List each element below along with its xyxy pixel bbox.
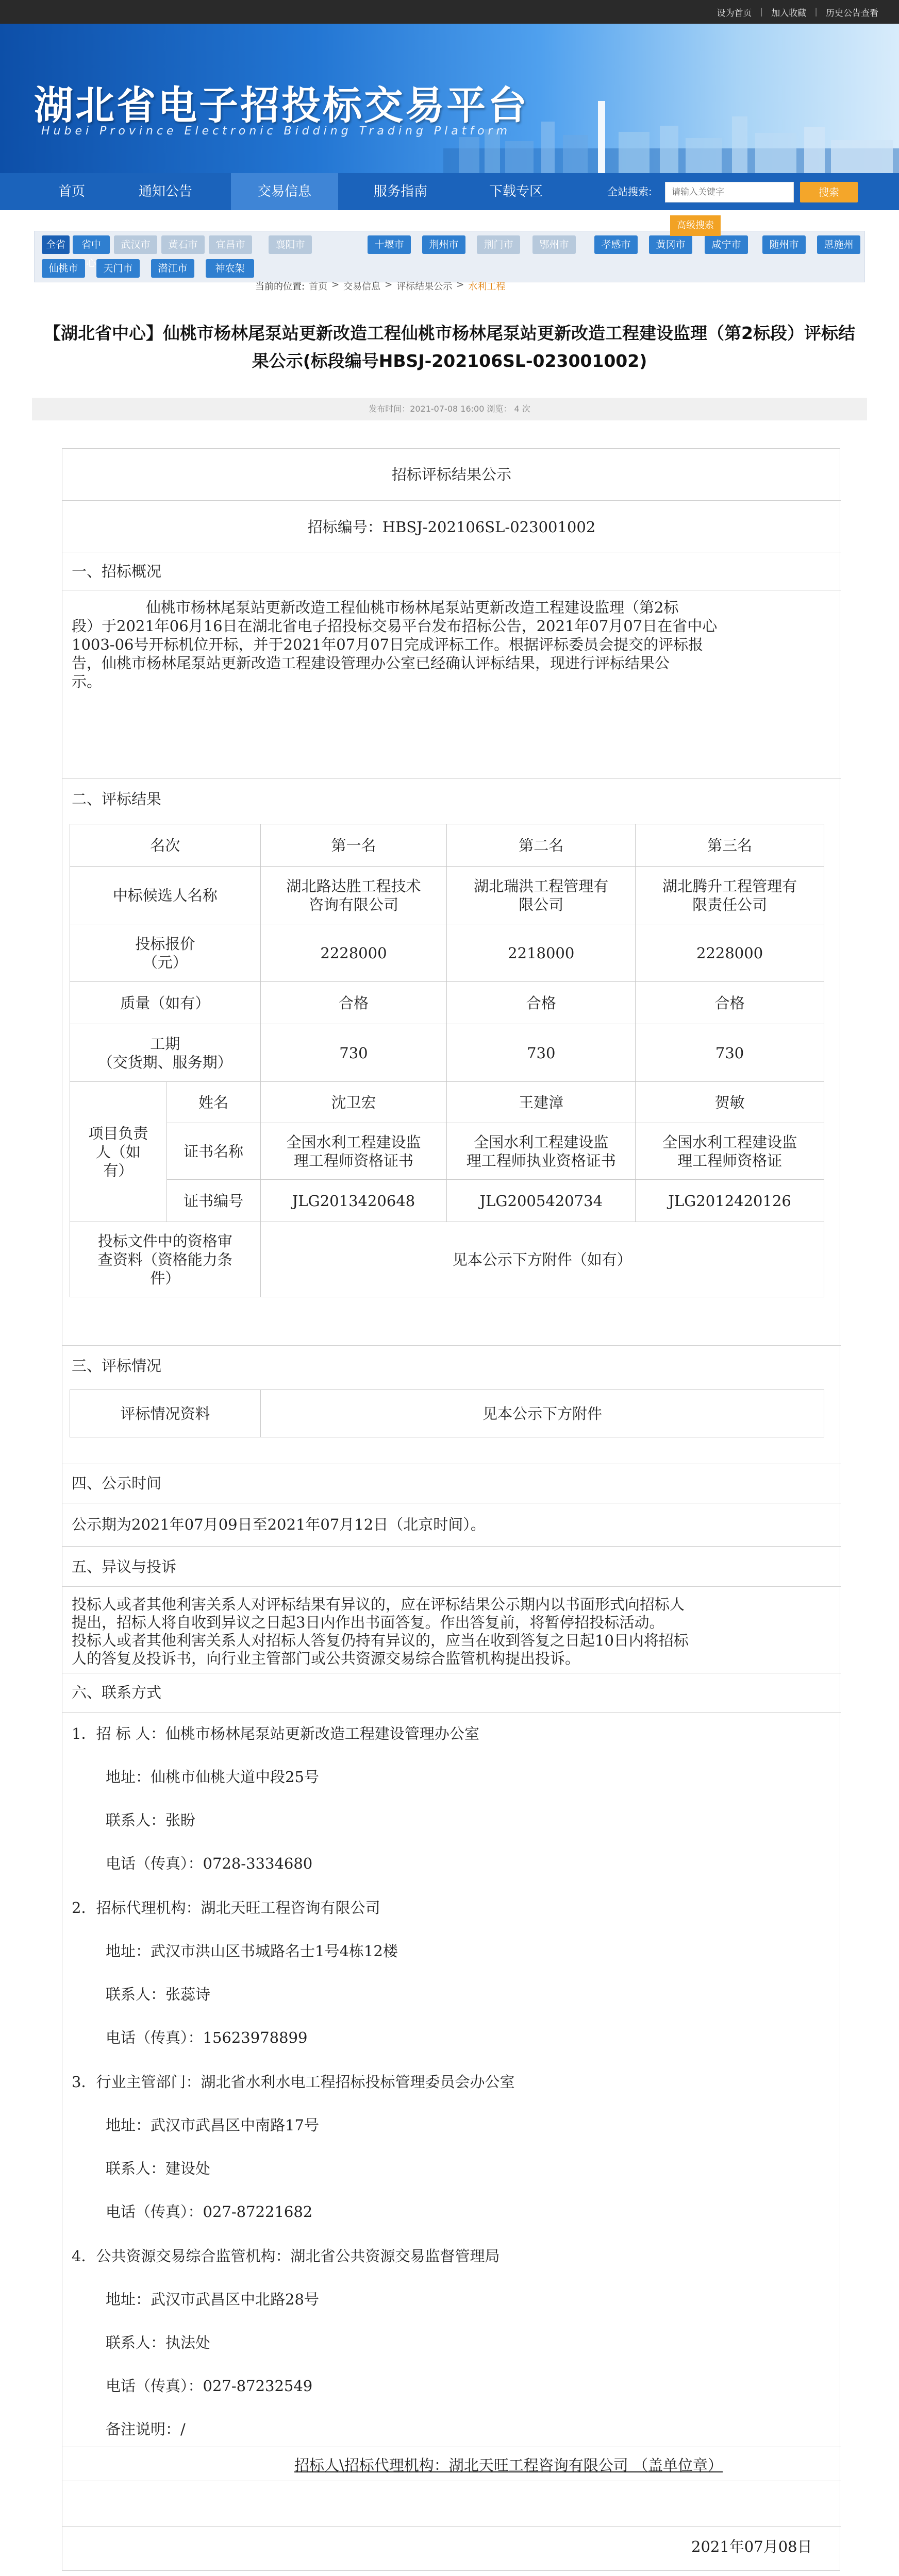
overview-line: 示。 — [72, 673, 102, 690]
cell-line: 理工程师资格证书 — [293, 1151, 413, 1170]
contact-title: 2．招标代理机构：湖北天旺工程咨询有限公司 — [72, 1899, 380, 1917]
quality-cell: 合格 — [447, 982, 636, 1024]
contact-person: 联系人：执法处 — [106, 2334, 211, 2351]
bid-number: 招标编号：HBSJ-202106SL-023001002 — [307, 518, 596, 536]
cell-line: 湖北路达胜工程技术 — [286, 877, 421, 895]
advanced-search-button[interactable]: 高级搜索 — [670, 215, 721, 236]
overview-paragraph — [72, 598, 829, 691]
price-cell: 2228000 — [260, 924, 447, 982]
set-homepage-link[interactable]: 设为首页 — [717, 8, 752, 19]
quality-cell: 合格 — [260, 982, 447, 1024]
notice-date: 2021年07月08日 — [691, 2538, 812, 2555]
search-label: 全站搜索: — [607, 185, 652, 198]
region-shennongjia[interactable]: 神农架 — [206, 259, 254, 278]
top-bar: 设为首页 | 加入收藏 | 历史公告查看 — [0, 0, 899, 24]
region-huanggang[interactable]: 黄冈市 — [649, 235, 692, 254]
cell-line: 全国水利工程建设监 — [474, 1133, 609, 1151]
nav-service-guide[interactable]: 服务指南 — [373, 184, 427, 199]
contact-phone: 电话（传真）：15623978899 — [106, 2029, 308, 2046]
contact-title: 1．招 标 人：仙桃市杨林尾泵站更新改造工程建设管理办公室 — [72, 1725, 479, 1742]
nav-downloads[interactable]: 下载专区 — [489, 184, 543, 199]
table-row — [70, 1024, 824, 1082]
section-overview-heading: 一、招标概况 — [72, 563, 162, 580]
table-header: 证书编号 — [167, 1180, 260, 1222]
region-wuhan[interactable]: 武汉市 — [114, 235, 157, 254]
region-ezhou[interactable]: 鄂州市 — [532, 235, 576, 254]
breadcrumb-water-project[interactable]: 水利工程 — [468, 281, 506, 292]
region-suizhou[interactable]: 随州市 — [762, 235, 806, 254]
breadcrumb-label: 当前的位置: — [255, 281, 305, 292]
objection-paragraph — [72, 1596, 835, 1668]
table-header: 姓名 — [167, 1082, 260, 1123]
platform-subtitle: Hubei Province Electronic Bidding Trading Platform — [41, 125, 511, 138]
certno-cell: JLG2013420648 — [260, 1180, 447, 1222]
breadcrumb-separator: > — [385, 279, 393, 290]
certno-cell: JLG2012420126 — [636, 1180, 824, 1222]
contact-address: 地址：武汉市洪山区书城路名士1号4栋12楼 — [106, 1942, 398, 1960]
region-xiaogan[interactable]: 孝感市 — [594, 235, 638, 254]
candidate-cell — [636, 867, 824, 924]
table-header — [70, 1222, 261, 1297]
cell-line: 人（如 — [95, 1143, 141, 1161]
objection-line: 提出，招标人将自收到异议之日起3日内作出书面答复。作出答复前，将暂停招投标活动。 — [72, 1614, 664, 1631]
cert-cell — [636, 1123, 824, 1180]
region-xianning[interactable]: 咸宁市 — [705, 235, 748, 254]
section-result-heading: 二、评标结果 — [72, 790, 162, 808]
cell-line: 件） — [150, 1269, 180, 1287]
rank-cell: 第三名 — [636, 824, 824, 867]
cell-line: 全国水利工程建设监 — [286, 1133, 421, 1151]
table-row — [70, 1180, 824, 1222]
region-all[interactable]: 全省 — [42, 235, 70, 254]
section-objection-heading: 五、异议与投诉 — [72, 1558, 177, 1575]
add-favorite-link[interactable]: 加入收藏 — [771, 8, 807, 19]
article-title — [32, 319, 867, 375]
objection-line: 投标人或者其他利害关系人对评标结果有异议的，应在评标结果公示期内以书面形式向招标人 — [72, 1596, 685, 1613]
overview-line: 告，仙桃市杨林尾泵站更新改造工程建设管理办公室已经确认评标结果，现进行评标结果公 — [72, 654, 670, 672]
region-qianjiang[interactable]: 潜江市 — [151, 259, 194, 278]
name-cell: 沈卫宏 — [260, 1082, 447, 1123]
table-row — [70, 867, 824, 924]
cell-line: 理工程师执业资格证书 — [466, 1151, 616, 1170]
breadcrumb-trade-info[interactable]: 交易信息 — [343, 281, 381, 292]
overview-line: 段）于2021年06月16日在湖北省电子招投标交易平台发布招标公告，2021年07月07日在省中心 — [72, 617, 718, 635]
region-tianmen[interactable]: 天门市 — [96, 259, 140, 278]
contact-address: 地址：武汉市武昌区中北路28号 — [106, 2291, 319, 2308]
table-row — [70, 1082, 824, 1123]
contact-address: 地址：仙桃市仙桃大道中段25号 — [106, 1768, 319, 1786]
cert-cell — [447, 1123, 636, 1180]
price-cell: 2228000 — [636, 924, 824, 982]
cell-line: 工期 — [150, 1035, 180, 1053]
cell-line: （交货期、服务期） — [97, 1053, 232, 1071]
contact-phone: 电话（传真）：0728-3334680 — [106, 1855, 313, 1872]
name-cell: 贺敏 — [636, 1082, 824, 1123]
history-notice-link[interactable]: 历史公告查看 — [826, 8, 878, 19]
candidate-cell — [260, 867, 447, 924]
notice-heading: 招标评标结果公示 — [391, 466, 511, 483]
overview-line: 1003-06号开标机位开标，并于2021年07月07日完成评标工作。根据评标委员会提交的评标报 — [72, 636, 704, 653]
contact-phone: 电话（传真）：027-87221682 — [106, 2203, 313, 2221]
result-table — [70, 824, 824, 1297]
contact-person: 联系人：建设处 — [106, 2160, 211, 2177]
article-meta: 发布时间：2021-07-08 16:00 浏览： 4 次 — [32, 398, 867, 420]
cell-line: 限公司 — [519, 895, 564, 913]
breadcrumb-separator: > — [456, 279, 464, 290]
overview-line: 仙桃市杨林尾泵站更新改造工程仙桃市杨林尾泵站更新改造工程建设监理（第2标 — [146, 599, 679, 616]
objection-line: 人的答复及投诉书，向行业主管部门或公共资源交易综合监管机构提出投诉。 — [72, 1650, 580, 1667]
cell-line: 投标报价 — [135, 935, 195, 953]
quality-cell: 合格 — [636, 982, 824, 1024]
evaluation-cell: 见本公示下方附件 — [261, 1390, 824, 1437]
table-header — [70, 1082, 167, 1222]
period-cell: 730 — [260, 1024, 447, 1082]
remarks: 备注说明：/ — [106, 2420, 186, 2438]
contact-person: 联系人：张蕊诗 — [106, 1986, 211, 2003]
cell-line: 项目负责 — [88, 1124, 148, 1142]
cell-line: 咨询有限公司 — [308, 895, 398, 913]
site-banner — [0, 24, 899, 173]
section-period-heading: 四、公示时间 — [72, 1475, 162, 1492]
table-row — [70, 1123, 824, 1180]
breadcrumb-separator: > — [331, 279, 340, 290]
rank-cell: 第一名 — [260, 824, 447, 867]
search-button[interactable]: 搜索 — [800, 182, 858, 202]
section-evaluation-heading: 三、评标情况 — [72, 1357, 162, 1375]
cell-line: 投标文件中的资格审 — [97, 1232, 232, 1250]
contact-title: 4．公共资源交易综合监管机构：湖北省公共资源交易监督管理局 — [72, 2247, 500, 2265]
review-cell: 见本公示下方附件（如有） — [260, 1222, 824, 1297]
contact-address: 地址：武汉市武昌区中南路17号 — [106, 2116, 319, 2134]
cell-line: 全国水利工程建设监 — [662, 1133, 797, 1151]
cell-line: （元） — [142, 953, 188, 971]
cell-line: 湖北瑞洪工程管理有 — [474, 877, 609, 895]
objection-line: 投标人或者其他利害关系人对招标人答复仍持有异议的，应当在收到答复之日起10日内将招标 — [72, 1632, 689, 1649]
article-title-line: 果公示(标段编号HBSJ-202106SL-023001002) — [252, 351, 647, 371]
table-row — [70, 924, 824, 982]
search-input[interactable] — [665, 182, 794, 202]
main-nav — [0, 173, 899, 210]
certno-cell: JLG2005420734 — [447, 1180, 636, 1222]
table-row — [70, 982, 824, 1024]
region-enshi[interactable]: 恩施州 — [817, 235, 860, 254]
region-xiantao[interactable]: 仙桃市 — [42, 259, 85, 278]
table-header: 中标候选人名称 — [70, 867, 261, 924]
region-filter — [34, 231, 865, 282]
article-title-line: 【湖北省中心】仙桃市杨林尾泵站更新改造工程仙桃市杨林尾泵站更新改造工程建设监理（第2标段）评标结 — [44, 323, 855, 343]
platform-title: 湖北省电子招投标交易平台 — [34, 82, 529, 128]
table-header — [70, 924, 261, 982]
cell-line: 有） — [103, 1161, 134, 1179]
table-row — [70, 824, 824, 867]
name-cell: 王建漳 — [447, 1082, 636, 1123]
breadcrumb-home[interactable]: 首页 — [309, 281, 328, 292]
region-jingzhou[interactable]: 荆州市 — [422, 235, 465, 254]
contact-phone: 电话（传真）：027-87232549 — [106, 2377, 313, 2395]
price-cell: 2218000 — [447, 924, 636, 982]
table-header: 质量（如有） — [70, 982, 261, 1024]
period-cell: 730 — [636, 1024, 824, 1082]
evaluation-table — [70, 1389, 824, 1437]
period-cell: 730 — [447, 1024, 636, 1082]
region-jingmen[interactable]: 荆门市 — [477, 235, 520, 254]
cell-line: 湖北腾升工程管理有 — [662, 877, 797, 895]
cell-line: 限责任公司 — [692, 895, 768, 913]
region-huangshi[interactable]: 黄石市 — [161, 235, 205, 254]
region-xiangyang[interactable]: 襄阳市 — [269, 235, 312, 254]
period-text: 公示期为2021年07月09日至2021年07月12日（北京时间）。 — [72, 1516, 486, 1533]
notice-document — [62, 448, 840, 2571]
table-header: 名次 — [70, 824, 261, 867]
nav-home[interactable]: 首页 — [58, 184, 85, 199]
rank-cell: 第二名 — [447, 824, 636, 867]
section-contact-heading: 六、联系方式 — [72, 1684, 162, 1701]
region-yichang[interactable]: 宜昌市 — [209, 235, 252, 254]
table-header: 证书名称 — [167, 1123, 260, 1180]
table-header: 评标情况资料 — [70, 1390, 261, 1437]
nav-trade-info[interactable]: 交易信息 — [231, 173, 338, 210]
cell-line: 查资料（资格能力条 — [97, 1250, 232, 1268]
breadcrumb — [255, 279, 505, 293]
cert-cell — [260, 1123, 447, 1180]
region-province-center[interactable]: 省中心 — [73, 235, 110, 254]
nav-notices[interactable]: 通知公告 — [138, 184, 192, 199]
contact-person: 联系人：张盼 — [106, 1811, 196, 1829]
table-row — [70, 1390, 824, 1437]
candidate-cell — [447, 867, 636, 924]
table-header — [70, 1024, 261, 1082]
signing-party: 招标人\招标代理机构：湖北天旺工程咨询有限公司 （盖单位章） — [294, 2456, 723, 2474]
cell-line: 理工程师资格证 — [677, 1151, 783, 1170]
contact-title: 3．行业主管部门：湖北省水利水电工程招标投标管理委员会办公室 — [72, 2073, 515, 2091]
region-shiyan[interactable]: 十堰市 — [368, 235, 411, 254]
breadcrumb-result-notice[interactable]: 评标结果公示 — [396, 281, 453, 292]
table-row — [70, 1222, 824, 1297]
